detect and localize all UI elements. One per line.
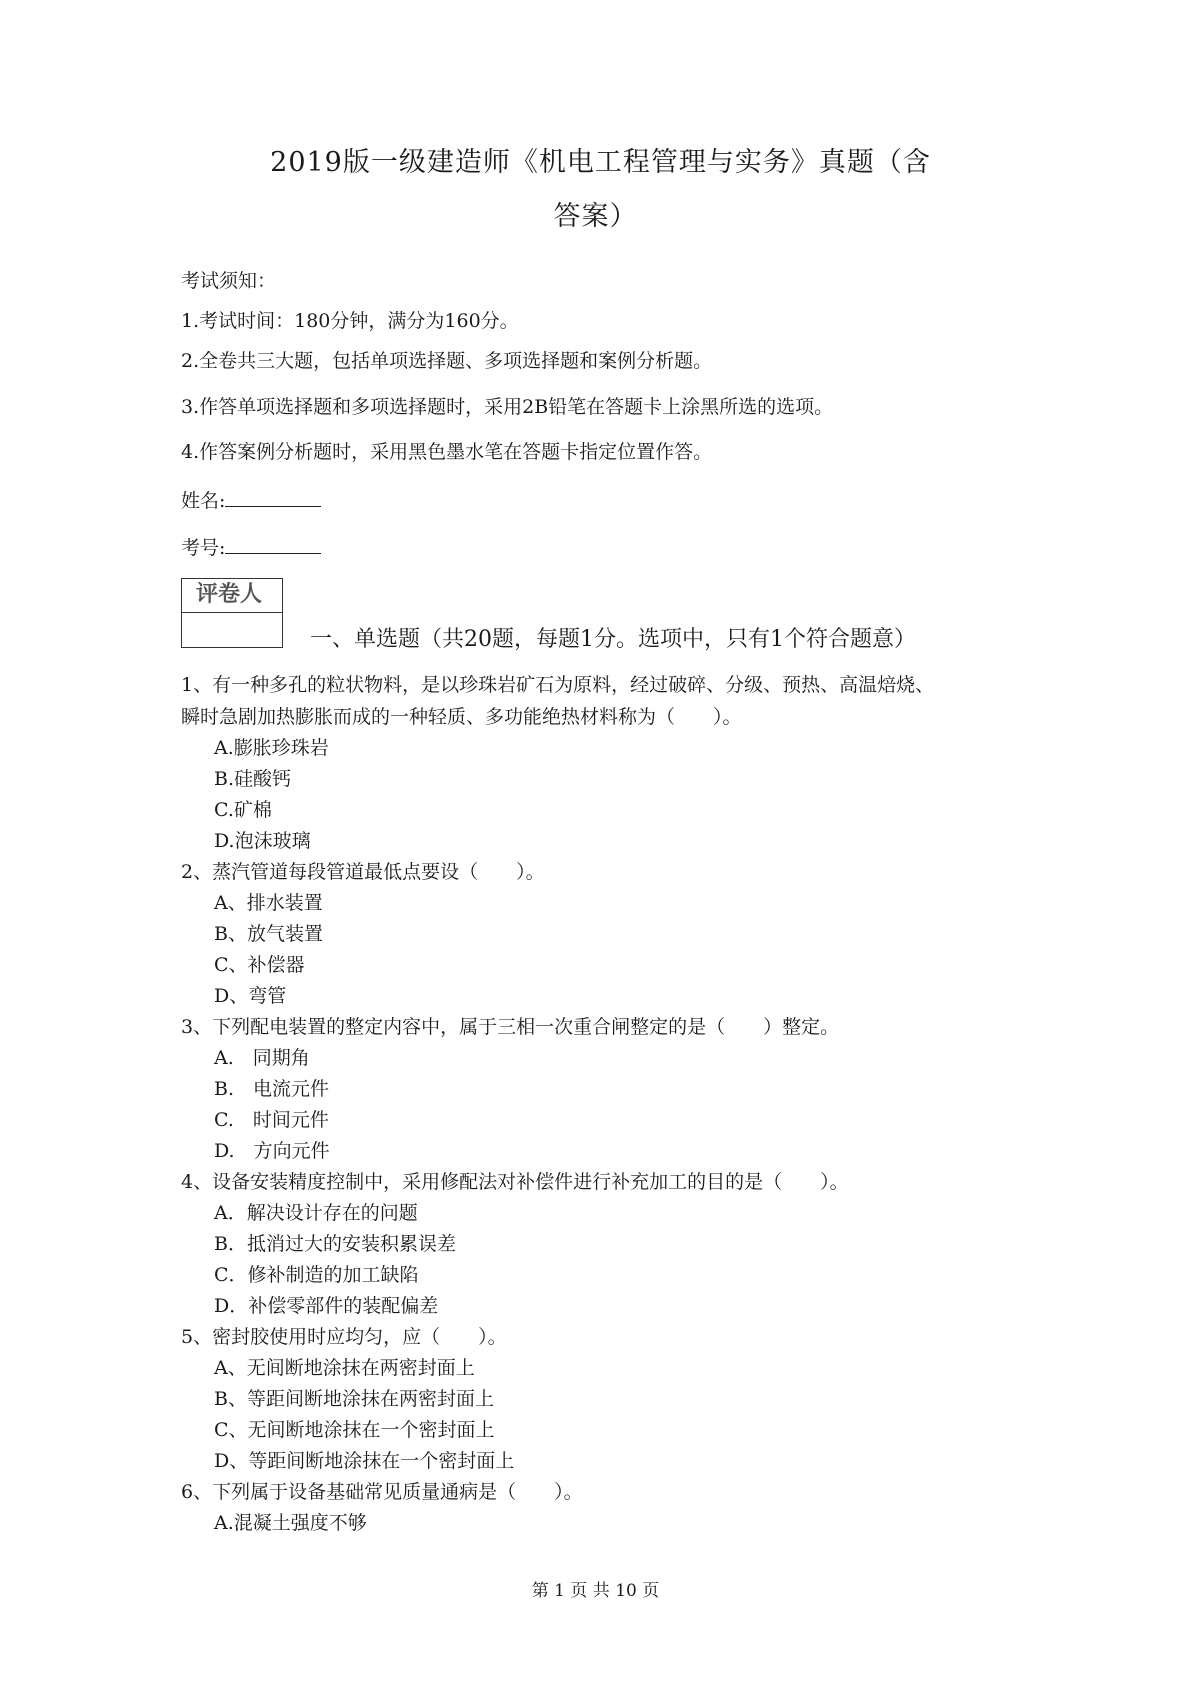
notice-heading: 考试须知： (181, 270, 277, 292)
name-blank (225, 487, 321, 507)
name-field (181, 486, 321, 513)
question-stem: 5、密封胶使用时应均匀，应（ ）。 (181, 1326, 507, 1348)
answer-option: B、放气装置 (214, 923, 323, 945)
id-blank (225, 534, 321, 554)
notice-item: 2.全卷共三大题，包括单项选择题、多项选择题和案例分析题。 (181, 350, 713, 372)
answer-option: C. 时间元件 (214, 1109, 329, 1131)
notice-item: 3.作答单项选择题和多项选择题时，采用2B铅笔在答题卡上涂黑所选的选项。 (181, 396, 834, 418)
answer-option: C、补偿器 (214, 954, 305, 976)
grader-score-box (181, 578, 283, 648)
answer-option: A、排水装置 (214, 892, 323, 914)
name-label: 姓名: (181, 490, 226, 512)
answer-option: A、无间断地涂抹在两密封面上 (214, 1357, 475, 1379)
page-footer: 第 1 页 共 10 页 (531, 1581, 660, 1601)
question-stem: 2、蒸汽管道每段管道最低点要设（ ）。 (181, 861, 545, 883)
answer-option: D、弯管 (214, 985, 287, 1007)
answer-option: B. 电流元件 (214, 1078, 330, 1100)
notice-item: 4.作答案例分析题时，采用黑色墨水笔在答题卡指定位置作答。 (181, 441, 713, 463)
page-title-line-1: 2019版一级建造师《机电工程管理与实务》真题（含 (270, 147, 931, 178)
grader-label: 评卷人 (182, 579, 282, 613)
answer-option: D、等距间断地涂抹在一个密封面上 (214, 1450, 515, 1472)
id-field (181, 533, 321, 560)
answer-option: A．解决设计存在的问题 (214, 1202, 418, 1224)
answer-option: C、无间断地涂抹在一个密封面上 (214, 1419, 495, 1441)
answer-option: C．修补制造的加工缺陷 (214, 1264, 419, 1286)
answer-option: D．补偿零部件的装配偏差 (214, 1295, 439, 1317)
question-stem: 瞬时急剧加热膨胀而成的一种轻质、多功能绝热材料称为（ ）。 (181, 706, 742, 728)
id-label: 考号: (181, 537, 226, 559)
answer-option: C.矿棉 (214, 799, 272, 821)
section-heading: 一、单选题（共20题，每题1分。选项中，只有1个符合题意） (310, 627, 916, 652)
answer-option: D.泡沫玻璃 (214, 830, 311, 852)
question-stem: 3、下列配电装置的整定内容中，属于三相一次重合闸整定的是（ ）整定。 (181, 1016, 840, 1038)
answer-option: D. 方向元件 (214, 1140, 330, 1162)
answer-option: B.硅酸钙 (214, 768, 292, 790)
answer-option: A. 同期角 (214, 1047, 310, 1069)
answer-option: A.膨胀珍珠岩 (214, 737, 329, 759)
answer-option: B、等距间断地涂抹在两密封面上 (214, 1388, 494, 1410)
answer-option: B．抵消过大的安装积累误差 (214, 1233, 456, 1255)
notice-item: 1.考试时间：180分钟，满分为160分。 (181, 310, 519, 332)
question-stem: 6、下列属于设备基础常见质量通病是（ ）。 (181, 1481, 583, 1503)
page-title-line-2: 答案） (553, 201, 638, 232)
question-stem: 4、设备安装精度控制中，采用修配法对补偿件进行补充加工的目的是（ ）。 (181, 1171, 849, 1193)
answer-option: A.混凝土强度不够 (214, 1512, 367, 1534)
question-stem: 1、有一种多孔的粒状物料，是以珍珠岩矿石为原料，经过破碎、分级、预热、高温焙烧、 (181, 674, 935, 696)
